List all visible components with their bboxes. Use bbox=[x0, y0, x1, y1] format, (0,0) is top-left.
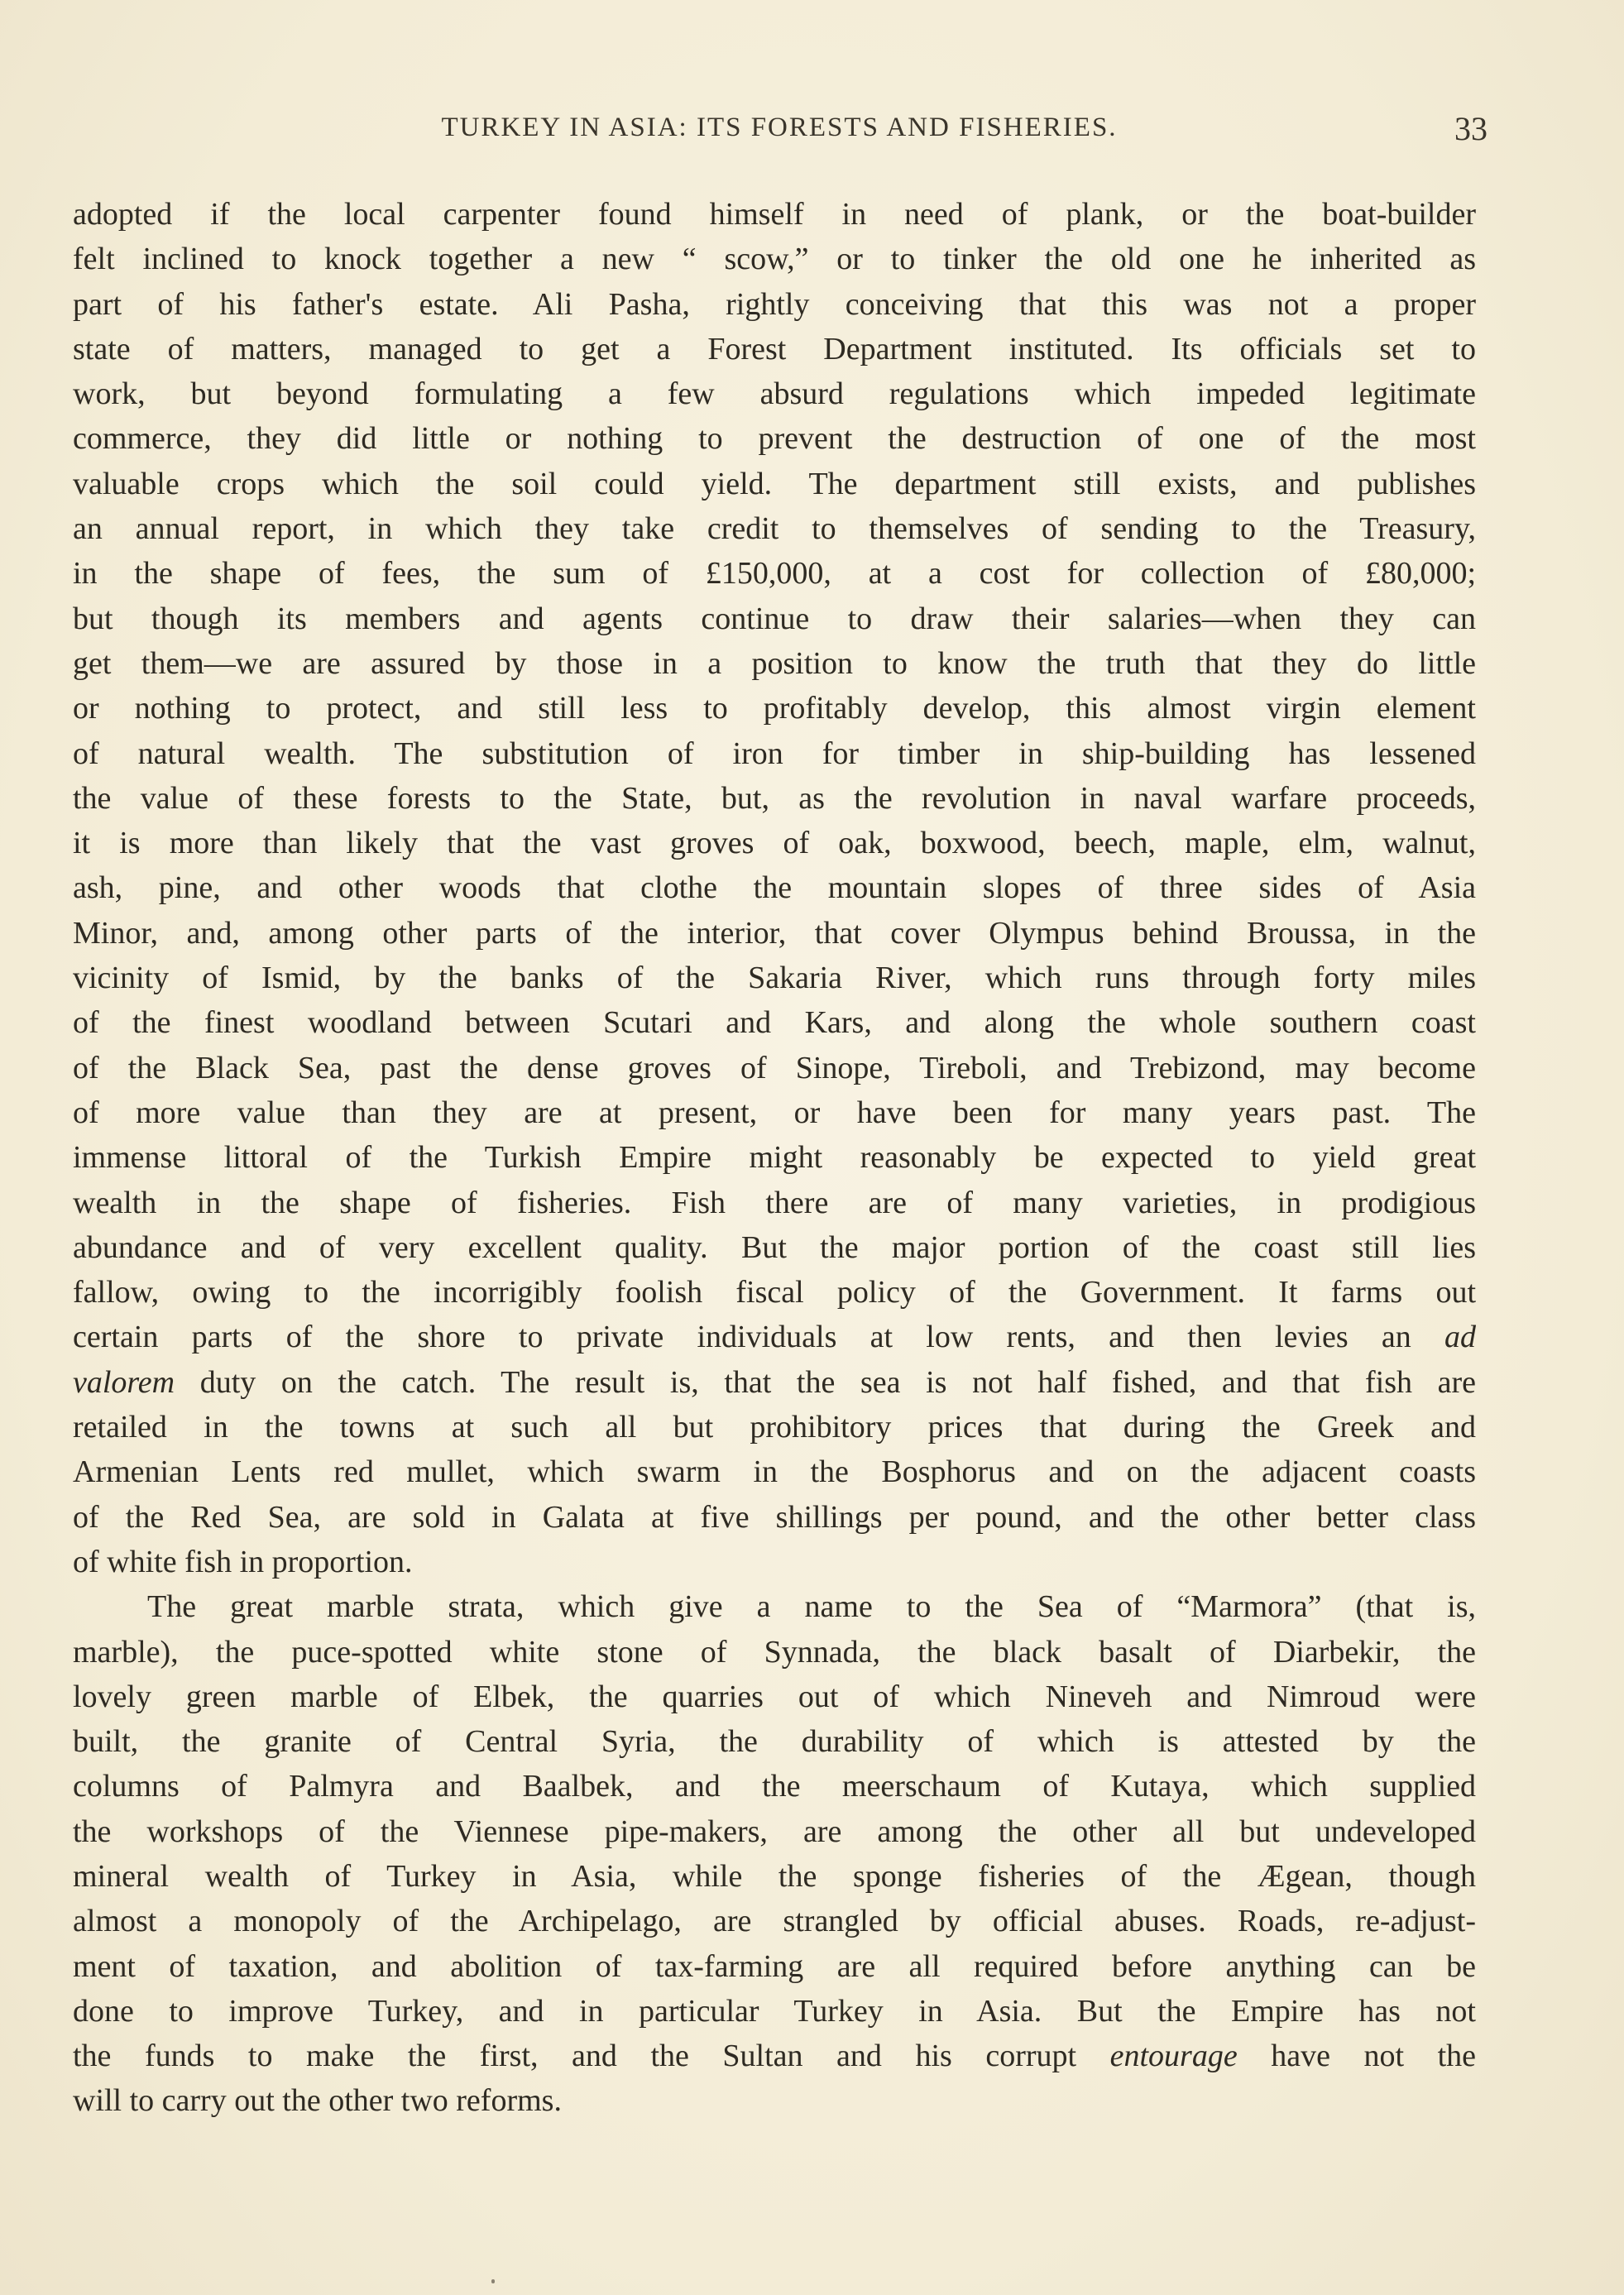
italic-valorem: valorem bbox=[73, 1364, 175, 1400]
text-line: it is more than likely that the vast groves of oak, boxwood, beech, maple, elm, walnut, bbox=[73, 826, 1476, 861]
text-line: or nothing to protect, and still less to profitably develop, this almost virgin element bbox=[73, 691, 1476, 726]
text-line: almost a monopoly of the Archipelago, are strangled by official abuses. Roads, re-adjust- bbox=[73, 1904, 1476, 1939]
text-fragment: duty on the catch. The result is, that the sea is not half fished, and that fish are bbox=[175, 1364, 1476, 1400]
text-line: Minor, and, among other parts of the interior, that cover Olympus behind Broussa, in the bbox=[73, 915, 1476, 951]
text-line: fallow, owing to the incorrigibly foolish fiscal policy of the Government. It farms out bbox=[73, 1275, 1476, 1310]
text-line: part of his father's estate. Ali Pasha, rightly conceiving that this was not a proper bbox=[73, 286, 1476, 322]
text-line: but though its members and agents continue to draw their salaries—when they can bbox=[73, 601, 1476, 636]
text-line-ad bbox=[73, 1315, 1476, 1359]
text-line: ash, pine, and other woods that clothe the mountain slopes of three sides of Asia bbox=[73, 870, 1476, 906]
italic-entourage: entourage bbox=[1109, 2039, 1238, 2074]
text-line: work, but beyond formulating a few absurd regulations which impeded legitimate bbox=[73, 376, 1476, 412]
text-line: commerce, they did little or nothing to prevent the destruction of one of the most bbox=[73, 421, 1476, 457]
paragraph-end-line: of white fish in proportion. bbox=[73, 1544, 413, 1579]
text-line: of natural wealth. The substitution of iron for timber in ship-building has lessened bbox=[73, 735, 1476, 771]
text-line: ment of taxation, and abolition of tax-farming are all required before anything can be bbox=[73, 1948, 1476, 1984]
text-line: wealth in the shape of fisheries. Fish there are of many varieties, in prodigious bbox=[73, 1185, 1476, 1220]
text-line: Armenian Lents red mullet, which swarm in the Bosphorus and on the adjacent coasts bbox=[73, 1454, 1476, 1490]
text-line: the value of these forests to the State, but, as the revolution in naval warfare proceeds, bbox=[73, 780, 1476, 816]
text-line-valorem bbox=[73, 1360, 1476, 1405]
text-line: lovely green marble of Elbek, the quarries out of which Nineveh and Nimroud were bbox=[73, 1679, 1476, 1714]
text-line: columns of Palmyra and Baalbek, and the meerschaum of Kutaya, which supplied bbox=[73, 1769, 1476, 1804]
text-line: state of matters, managed to get a Forest Department instituted. Its officials set to bbox=[73, 331, 1476, 367]
text-line: marble), the puce-spotted white stone of Synnada, the black basalt of Diarbekir, the bbox=[73, 1634, 1476, 1670]
text-line: mineral wealth of Turkey in Asia, while the sponge fisheries of the Ægean, though bbox=[73, 1858, 1476, 1894]
paragraph-start-line: The great marble strata, which give a name to the Sea of “Marmora” (that is, bbox=[147, 1589, 1476, 1625]
page-number: 33 bbox=[1454, 110, 1487, 147]
text-line: of the Red Sea, are sold in Galata at five shillings per pound, and the other better class bbox=[73, 1499, 1476, 1535]
text-line: the workshops of the Viennese pipe-makers, are among the other all but undeveloped bbox=[73, 1813, 1476, 1849]
text-line: vicinity of Ismid, by the banks of the Sakaria River, which runs through forty miles bbox=[73, 961, 1476, 996]
paper-speck bbox=[491, 2279, 495, 2283]
text-line: of more value than they are at present, or have been for many years past. The bbox=[73, 1095, 1476, 1130]
text-line: abundance and of very excellent quality. But the major portion of the coast still lies bbox=[73, 1229, 1476, 1265]
body-text bbox=[73, 192, 1476, 2124]
text-line: immense littoral of the Turkish Empire might reasonably be expected to yield great bbox=[73, 1140, 1476, 1176]
final-line: will to carry out the other two reforms. bbox=[73, 2083, 562, 2119]
text-fragment: have not the bbox=[1237, 2039, 1476, 2074]
text-line: done to improve Turkey, and in particular Turkey in Asia. But the Empire has not bbox=[73, 1993, 1476, 2029]
text-line: get them—we are assured by those in a position to know the truth that they do little bbox=[73, 645, 1476, 681]
text-line: in the shape of fees, the sum of £150,000, at a cost for collection of £80,000; bbox=[73, 556, 1476, 592]
italic-ad: ad bbox=[1444, 1320, 1476, 1355]
text-fragment: the funds to make the first, and the Sultan and his corrupt bbox=[73, 2039, 1077, 2074]
text-line: an annual report, in which they take credit to themselves of sending to the Treasury, bbox=[73, 511, 1476, 547]
text-line: adopted if the local carpenter found himself in need of plank, or the boat-builder bbox=[73, 197, 1476, 232]
text-line: felt inclined to knock together a new “ scow,” or to tinker the old one he inherited as bbox=[73, 242, 1476, 277]
text-line: of the Black Sea, past the dense groves of Sinope, Tireboli, and Trebizond, may become bbox=[73, 1050, 1476, 1085]
text-fragment: certain parts of the shore to private individuals at low rents, and then levies an bbox=[73, 1320, 1411, 1355]
text-line: built, the granite of Central Syria, the durability of which is attested by the bbox=[73, 1724, 1476, 1760]
text-line: valuable crops which the soil could yield. The department still exists, and publishes bbox=[73, 466, 1476, 501]
running-title: TURKEY IN ASIA: ITS FORESTS AND FISHERIES. bbox=[441, 113, 1118, 142]
text-line: retailed in the towns at such all but prohibitory prices that during the Greek and bbox=[73, 1410, 1476, 1445]
text-line: of the finest woodland between Scutari and Kars, and along the whole southern coast bbox=[73, 1005, 1476, 1041]
text-line-entourage bbox=[73, 2034, 1476, 2078]
